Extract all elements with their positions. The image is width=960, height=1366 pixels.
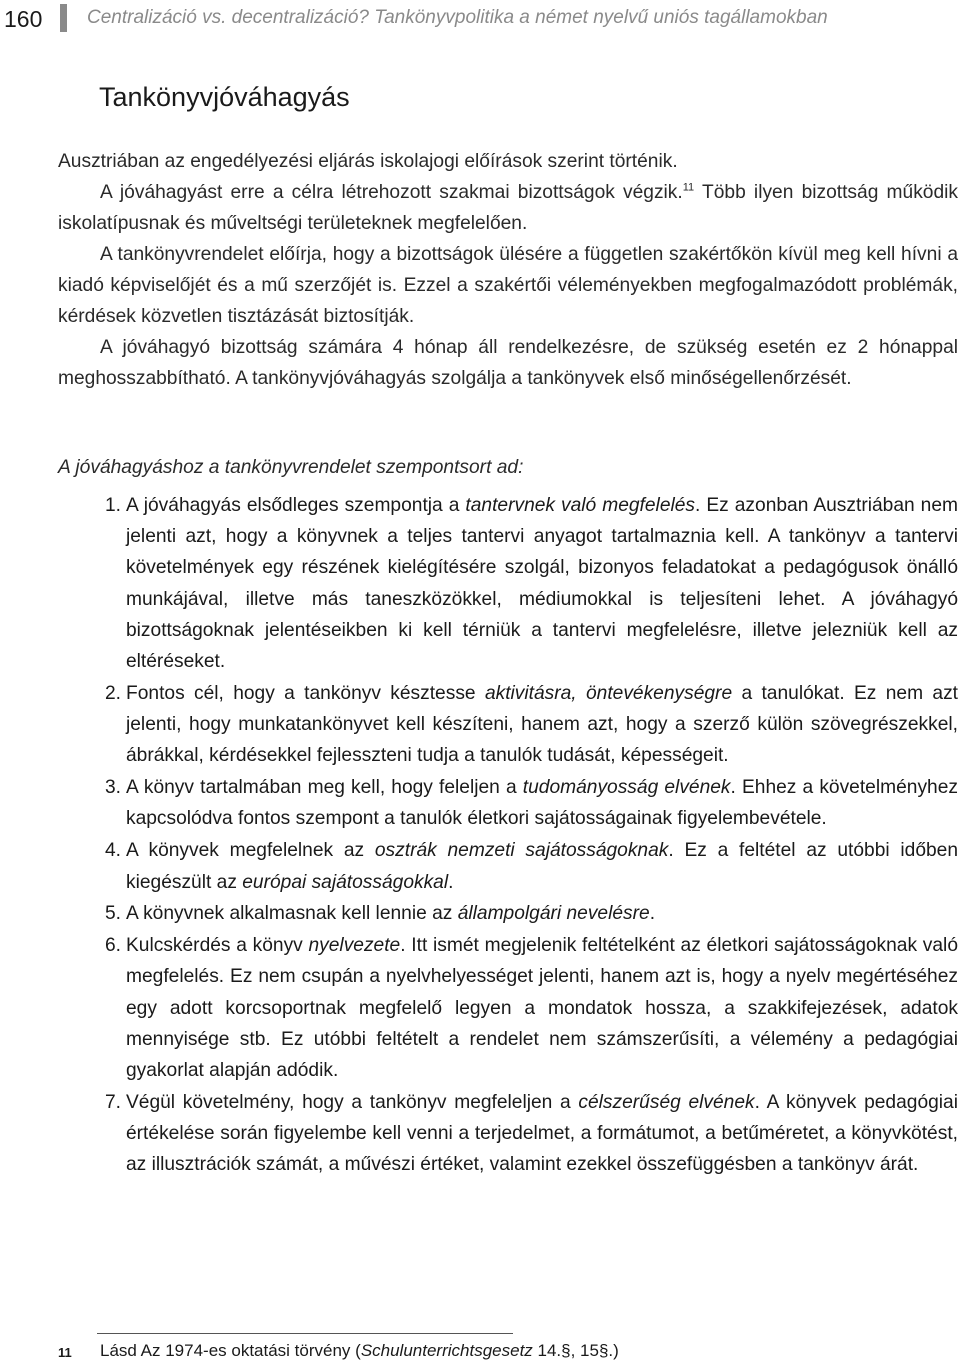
criteria-item-text-cont: . A könyvek pedagógiai értékelése során figyelembe kell venni a terjedelmet, a formátumot, a betűméretet, a könyvkötést, az illusztrációk számát, a művészi értéket, valamint ezekkel összefüggésben a tankönyv árát. (126, 1091, 958, 1176)
criteria-item (58, 678, 958, 772)
criteria-item-emphasis: célszerűség elvének (578, 1091, 755, 1113)
criteria-item-number: 4. (105, 840, 122, 862)
intro-paragraph-2 (58, 177, 958, 239)
criteria-heading: A jóváhagyáshoz a tankönyvrendelet szempontsort ad: (58, 457, 524, 478)
criteria-item (58, 490, 958, 677)
criteria-item-emphasis: tudományosság elvének (522, 777, 731, 799)
criteria-item-text: A könyvnek alkalmasnak kell lennie az (126, 903, 458, 925)
criteria-item-number: 2. (105, 682, 122, 704)
page-number: 160 (4, 6, 43, 32)
criteria-item-text: A jóváhagyás elsődleges szempontja a (126, 495, 466, 516)
intro-paragraph-3: A tankönyvrendelet előírja, hogy a bizottságok ülésére a független szakértőkön kívül meg kell hívni a kiadó képviselőjét és a mű szerzőjét is. Ezzel a szakértői véleményekben megfogalmazódott problémák, kérdések közvetlen tisztázását biztosítják. (58, 244, 958, 327)
criteria-list (58, 490, 958, 1181)
criteria-item-text-cont: . Itt ismét megjelenik feltételként az életkori sajátosságoknak való megfelelés. Ez nem csupán a nyelvhelyességet jelenti, hanem azt is, hogy a nyelv megértéséhez egy adott korcsoportnak megfelelő legyen a mondatok hossza, a szakkifejezések, adatok mennyisége stb. Ez utóbbi feltételt a rendelet nem számszerűsíti, a vélemény a pedagógiai gyakorlat alapján adódik. (126, 935, 958, 1082)
intro-text (58, 146, 958, 394)
criteria-item-text: Kulcskérdés a könyv (126, 935, 309, 957)
criteria-item-text-cont: a tanulókat. Ez nem azt jelenti, hogy munkatankönyvet kell készíteni, hanem azt, hogy a szerző külön szövegrészekkel, ábrákkal, kérdésekkel fejlesszteni tudja a tanulók tudását, képességeit. (126, 682, 958, 767)
criteria-item-text: A könyvek megfelelnek az (126, 840, 375, 862)
criteria-item-emphasis-2: európai sajátosságokkal (242, 871, 449, 893)
header-divider-bar (60, 4, 67, 32)
criteria-item-emphasis: osztrák nemzeti sajátosságoknak (374, 840, 669, 862)
intro-paragraph-4: A jóváhagyó bizottság számára 4 hónap áll rendelkezésre, de szükség esetén ez 2 hónappal meghosszabbítható. A tankönyvjóváhagyás szolgálja a tankönyvek első minőségellenőrzését. (58, 337, 958, 389)
footnote-emphasis: Schulunterrichtsgesetz (360, 1341, 533, 1360)
section-title: Tankönyvjóváhagyás (99, 82, 350, 112)
criteria-item-number: 7. (105, 1091, 122, 1113)
criteria-item-text-cont: . (649, 903, 656, 925)
criteria-item (58, 835, 958, 897)
footnote-text (100, 1341, 619, 1361)
criteria-item-emphasis: tantervnek való megfelelés (465, 495, 696, 516)
criteria-item-number: 5. (105, 903, 122, 925)
criteria-item (58, 1087, 958, 1181)
criteria-item-number: 3. (105, 777, 122, 799)
running-head: Centralizáció vs. decentralizáció? Tankönyvpolitika a német nyelvű uniós tagállamokban (87, 7, 828, 28)
criteria-item-text-end: . (448, 871, 454, 893)
footnote-text-end: 14.§, 15§.) (532, 1341, 619, 1360)
criteria-item-emphasis: állampolgári nevelésre (457, 903, 650, 925)
criteria-item-emphasis: aktivitásra, öntevékenységre (484, 682, 733, 704)
footnote-divider (97, 1333, 513, 1334)
criteria-item-text: A könyv tartalmában meg kell, hogy feleljen a (126, 777, 523, 799)
criteria-item-text: Fontos cél, hogy a tankönyv késztesse (126, 682, 485, 704)
criteria-item (58, 898, 958, 929)
footnote-number: 11 (58, 1345, 72, 1360)
criteria-item-number: 1. (105, 495, 122, 516)
intro-paragraph-2-text: A jóváhagyást erre a célra létrehozott szakmai bizottságok végzik. (100, 182, 683, 203)
criteria-item (58, 772, 958, 834)
criteria-item-text-cont: . Ez azonban Ausztriában nem jelenti azt, hogy a könyvnek a teljes tantervi anyagot tartalmaznia kell. A tankönyv a tantervi követelmények egy részének kielégítésére szolgál, bizonyos feladatokat a pedagógusok önálló munkájával, illetve más taneszközökkel, médiumokkal is teljesíteni lehet. A jóváhagyó bizottságoknak jelentéseikben ki kell térniük a tantervi megfelelésre, illetve jelezniük kell az eltéréseket. (126, 495, 958, 673)
criteria-item-text: Végül követelmény, hogy a tankönyv megfeleljen a (126, 1091, 579, 1113)
intro-paragraph-2-text-cont: Több ilyen bizottság működik iskolatípusnak és műveltségi területeknek megfelelően. (58, 182, 958, 234)
criteria-item-text-cont: . Ez a feltétel az utóbbi időben kiegészült az (126, 840, 959, 893)
footnote-text-start: Lásd Az 1974-es oktatási törvény ( (100, 1341, 361, 1360)
criteria-item (58, 930, 958, 1086)
criteria-item-text-cont: . Ehhez a követelményhez kapcsolódva fontos szempont a tanulók életkori sajátosságainak figyelembevétele. (126, 777, 958, 830)
criteria-item-emphasis: nyelvezete (308, 935, 401, 957)
intro-paragraph-1: Ausztriában az engedélyezési eljárás iskolajogi előírások szerint történik. (58, 151, 678, 172)
footnote-reference[interactable]: 11 (682, 181, 695, 194)
criteria-item-number: 6. (105, 935, 122, 957)
